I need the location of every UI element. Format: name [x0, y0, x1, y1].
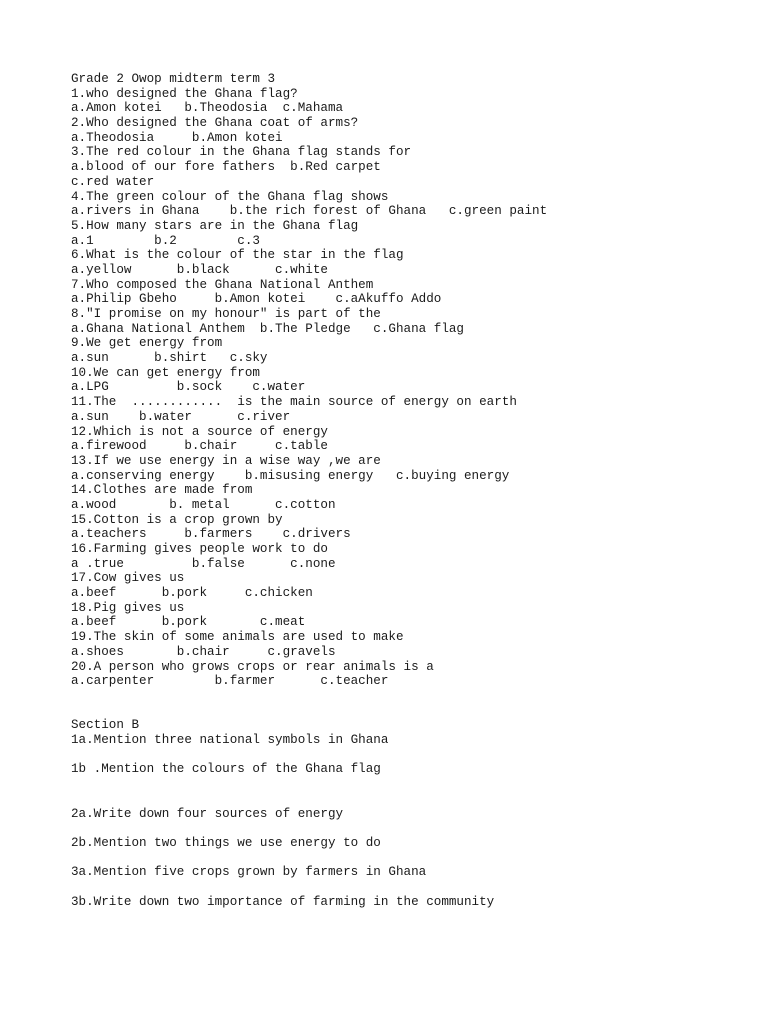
document-page	[71, 72, 751, 909]
question-line: 12.Which is not a source of energy	[71, 424, 328, 439]
options-line: a.carpenter b.farmer c.teacher	[71, 674, 389, 689]
blank-line	[71, 851, 751, 866]
section-b-question-3b: 3b.Write down two importance of farming in the community	[71, 894, 495, 909]
options-line: a.yellow b.black c.white	[71, 262, 328, 277]
section-b-question-3a: 3a.Mention five crops grown by farmers in Ghana	[71, 865, 427, 880]
options-line: a.conserving energy b.misusing energy c.buying energy	[71, 468, 510, 483]
question-line: 16.Farming gives people work to do	[71, 542, 328, 556]
options-line: a.blood of our fore fathers b.Red carpet	[71, 160, 381, 175]
options-line: a.sun b.shirt c.sky	[71, 351, 268, 366]
section-b-question-1a: 1a.Mention three national symbols in Ghana	[71, 733, 389, 748]
question-line: 15.Cotton is a crop grown by	[71, 512, 283, 527]
options-line: a.Theodosia b.Amon kotei	[71, 130, 283, 145]
section-b-question-2b: 2b.Mention two things we use energy to do	[71, 836, 381, 850]
options-line: a.shoes b.chair c.gravels	[71, 644, 336, 659]
question-line: 13.If we use energy in a wise way ,we are	[71, 453, 381, 468]
options-line: a.LPG b.sock c.water	[71, 380, 306, 395]
question-line: 3.The red colour in the Ghana flag stands for	[71, 145, 412, 160]
section-b-question-2a: 2a.Write down four sources of energy	[71, 806, 344, 821]
options-line: a.1 b.2 c.3	[71, 233, 260, 248]
options-line: a.rivers in Ghana b.the rich forest of Ghana c.green paint	[71, 204, 548, 219]
options-line: a.firewood b.chair c.table	[71, 439, 328, 454]
spacer	[71, 777, 751, 807]
section-b-heading: Section B	[71, 718, 140, 733]
question-line: 19.The skin of some animals are used to make	[71, 630, 404, 645]
options-line: a.Amon kotei b.Theodosia c.Mahama	[71, 101, 344, 116]
section-b-question-1b: 1b .Mention the colours of the Ghana flag	[71, 762, 381, 777]
question-line: 7.Who composed the Ghana National Anthem	[71, 277, 374, 292]
question-line: 6.What is the colour of the star in the flag	[71, 248, 404, 263]
question-line: 1.who designed the Ghana flag?	[71, 86, 298, 101]
spacer	[71, 689, 751, 719]
question-line: 5.How many stars are in the Ghana flag	[71, 218, 359, 233]
question-line: 17.Cow gives us	[71, 571, 185, 586]
question-line: 20.A person who grows crops or rear animals is a	[71, 659, 434, 674]
options-line: a.wood b. metal c.cotton	[71, 497, 336, 512]
question-line: 2.Who designed the Ghana coat of arms?	[71, 116, 359, 131]
question-line: 8."I promise on my honour" is part of the	[71, 307, 381, 321]
options-line: a .true b.false c.none	[71, 556, 336, 571]
blank-line	[71, 748, 751, 763]
options-line: c.red water	[71, 174, 155, 189]
options-line: a.teachers b.farmers c.drivers	[71, 527, 351, 542]
options-line: a.sun b.water c.river	[71, 409, 291, 424]
question-line: 14.Clothes are made from	[71, 483, 253, 498]
question-line: 9.We get energy from	[71, 336, 223, 351]
options-line: a.Philip Gbeho b.Amon kotei c.aAkuffo Addo	[71, 292, 442, 307]
document-title: Grade 2 Owop midterm term 3	[71, 72, 276, 86]
blank-line	[71, 880, 751, 895]
options-line: a.beef b.pork c.chicken	[71, 586, 313, 601]
blank-line	[71, 821, 751, 836]
question-line: 4.The green colour of the Ghana flag shows	[71, 189, 389, 204]
question-line: 10.We can get energy from	[71, 365, 260, 380]
question-line: 11.The ............ is the main source of energy on earth	[71, 395, 517, 410]
options-line: a.Ghana National Anthem b.The Pledge c.Ghana flag	[71, 321, 464, 336]
question-line: 18.Pig gives us	[71, 600, 185, 615]
options-line: a.beef b.pork c.meat	[71, 615, 306, 630]
